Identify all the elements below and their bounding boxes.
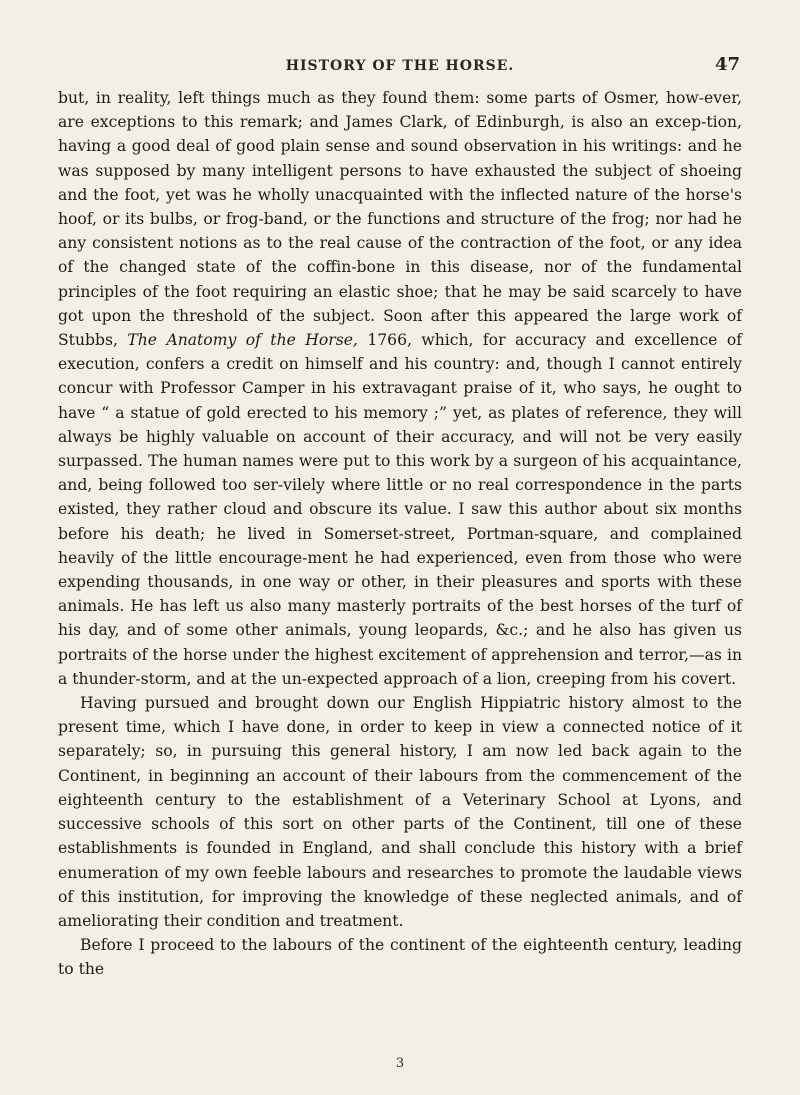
signature-mark: 3 (395, 1056, 405, 1071)
book-title-italic: The Anatomy of the Horse, (127, 331, 358, 350)
page-number: 47 (714, 54, 740, 75)
running-title: HISTORY OF THE HORSE. (285, 58, 515, 74)
paragraph-1 (58, 86, 742, 691)
paragraph-1-text-b: 1766, which, for accuracy and excellence of execution, confers a credit on himself and his country: and, though I cannot entirely concur with Professor Camper in his extravagant praise of it, who says, he ought to have “ a statue of gold erected to his memory ;” yet, as plates of reference, they will always be highly valuable on account of their accuracy, and will not be very easily surpassed. The human names were put to this work by a surgeon of his acquaintance, and, being followed too ser-vilely where little or no real correspondence in the parts existed, they rather cloud and obscure its value. I saw this author about six months before his death; he lived in Somerset-street, Portman-square, and complained heavily of the little encourage-ment he had experienced, even from those who were expending thousands, in one way or other, in their pleasures and sports with these animals. He has left us also many masterly portraits of the best horses of the turf of his day, and of some other animals, young leopards, &c.; and he also has given us portraits of the horse under the highest excitement of apprehension and terror,—as in a thunder-storm, and at the un-expected approach of a lion, creeping from his covert. (58, 331, 742, 688)
paragraph-1-text-a: but, in reality, left things much as they found them: some parts of Osmer, how-ever, are exceptions to this remark; and James Clark, of Edinburgh, is also an excep-tion, having a good deal of good plain sense and sound observation in his writings: and he was supposed by many intelligent persons to have exhausted the subject of shoeing and the foot, yet was he wholly unacquainted with the inflected nature of the horse's hoof, or its bulbs, or frog-band, or the functions and structure of the frog; nor had he any consistent notions as to the real cause of the contraction of the foot, or any idea of the changed state of the coffin-bone in this disease, nor of the fundamental principles of the foot requiring an elastic shoe; that he may be said scarcely to have got upon the threshold of the subject. Soon after this appeared the large work of Stubbs, (58, 89, 742, 350)
paragraph-3: Before I proceed to the labours of the continent of the eighteenth century, leading to the (58, 936, 742, 979)
running-header (60, 54, 740, 82)
paragraph-2: Having pursued and brought down our English Hippiatric history almost to the present time, which I have done, in order to keep in view a connected notice of it separately; so, in pursuing this general history, I am now led back again to the Continent, in beginning an account of their labours from the commencement of the eighteenth century to the establishment of a Veterinary School at Lyons, and successive schools of this sort on other parts of the Continent, till one of these establishments is founded in England, and shall conclude this history with a brief enumeration of my own feeble labours and researches to promote the laudable views of this institution, for improving the knowledge of these neglected animals, and of ameliorating their condition and treatment. (58, 694, 742, 930)
body-text (58, 86, 742, 982)
